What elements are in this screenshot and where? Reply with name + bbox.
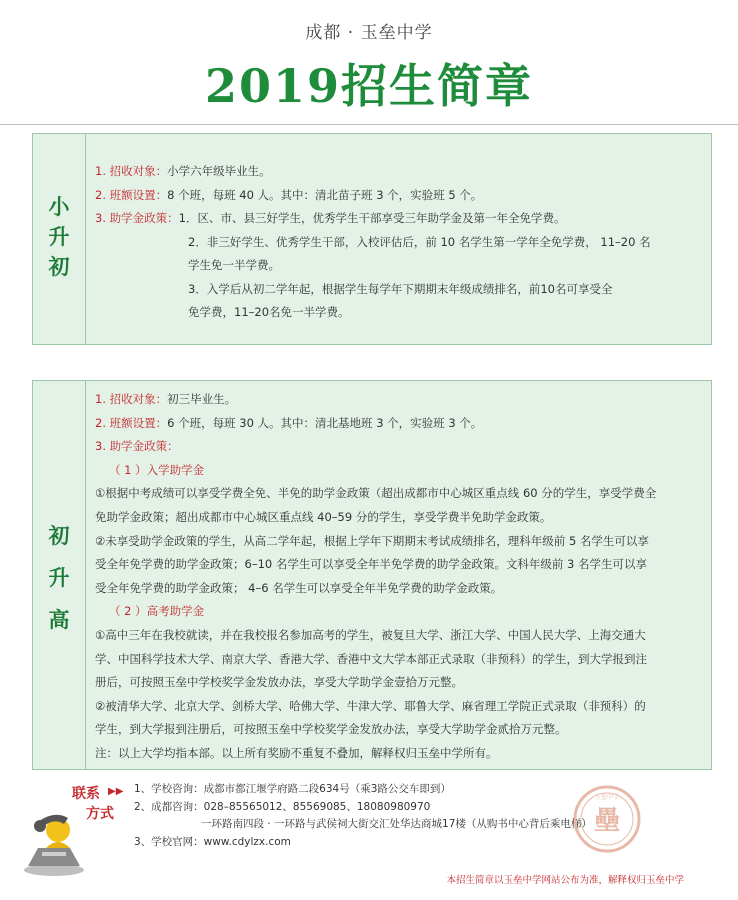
item-label: 2. 班额设置： xyxy=(95,187,168,202)
section-label xyxy=(33,192,85,282)
policy-line: 学、中国科学技术大学、南京大学、香港大学、香港中文大学本部正式录取（非预科）的学生，到大学报到注 xyxy=(95,651,647,666)
junior-to-senior-section xyxy=(32,380,712,770)
contact-item: 1、学校咨询：成都市都江堰学府路二段634号（乘3路公交车即到） xyxy=(134,783,451,795)
header xyxy=(0,0,738,125)
scholarship-policy-row xyxy=(95,435,703,459)
policy-line: 学生免一半学费。 xyxy=(188,258,280,272)
section-label-char: 小 xyxy=(48,195,70,219)
primary-to-junior-section xyxy=(32,133,712,345)
item-label: 1. 招收对象： xyxy=(95,164,168,178)
section-label xyxy=(33,515,85,641)
policy-line: 免学费，11–20名免一半学费。 xyxy=(188,305,350,319)
disclaimer-note: 本招生简章以玉垒中学网站公布为准，解释权归玉垒中学 xyxy=(446,875,684,886)
policy-line: 受全年免学费的助学金政策； 4–6 名学生可以享受全年半免学费的助学金政策。 xyxy=(95,580,503,595)
policy-line: 学生，到大学报到注册后，可按照玉垒中学校奖学金发放办法，享受大学助学金贰拾万元整。 xyxy=(95,722,567,737)
item-label: 2. 班额设置： xyxy=(95,415,168,430)
policy-line: 3．入学后从初二学年起，根据学生每学年下期期末年级成绩排名，前10名可享受全 xyxy=(188,281,613,296)
item-label: 3. 助学金政策： xyxy=(95,439,179,454)
section-label-char: 升 xyxy=(48,225,70,249)
section-content xyxy=(95,388,703,766)
seal-character: 壘 xyxy=(593,806,621,836)
policy-line: 2．非三好学生、优秀学生干部，入校评估后，前 10 名学生第一学年全免学费， 11–20 名 xyxy=(188,234,651,249)
policy-line: ①根据中考成绩可以享受学费全免、半免的助学金政策（超出成都市中心城区重点线 60 分的学生，享受学费全 xyxy=(95,486,657,501)
website-link[interactable]: 3、学校官网：www.cdylzx.com xyxy=(134,835,291,848)
contact-item: 一环路南四段 · 一环路与武侯祠大街交汇处华达商城17楼（从购书中心背后乘电梯） xyxy=(201,818,592,830)
section-label-column xyxy=(33,134,86,344)
policy-line: 免助学金政策；超出成都市中心城区重点线 40–59 分的学生，享受学费半免助学金政策。 xyxy=(95,509,552,524)
scholarship-policy-row xyxy=(95,207,703,231)
title-year: 2019 xyxy=(204,59,342,113)
title-text: 招生简章 xyxy=(341,59,534,113)
enrollment-target-row xyxy=(95,160,703,184)
policy-line: ②被清华大学、北京大学、剑桥大学、哈佛大学、牛津大学、耶鲁大学、麻省理工学院正式录取（非预科）的 xyxy=(95,698,646,713)
item-text: 小学六年级毕业生。 xyxy=(167,164,271,178)
contact-label-line: 方式 xyxy=(86,806,114,822)
item-text: 8 个班，每班 40 人。其中：清北苗子班 3 个，实验班 5 个。 xyxy=(167,187,483,202)
item-text: 初三毕业生。 xyxy=(167,392,237,406)
header-divider xyxy=(0,124,738,125)
section-label-char: 初 xyxy=(48,255,70,279)
gaokao-scholarship-title: （ 2 ）高考助学金 xyxy=(109,604,205,619)
policy-line: 受全年免学费的助学金政策；6–10 名学生可以享受全年半免学费的助学金政策。文科年级前 3 名学生可以享 xyxy=(95,557,647,572)
contact-list xyxy=(134,781,592,851)
item-label: 1. 招收对象： xyxy=(95,392,168,406)
entrance-scholarship-title: （ 1 ）入学助学金 xyxy=(109,462,205,477)
school-name: 成都 · 玉垒中学 xyxy=(305,23,433,43)
policy-note: 注：以上大学均指本部。以上所有奖励不重复不叠加，解释权归玉垒中学所有。 xyxy=(95,745,498,760)
contact-label-line: 联系 xyxy=(72,786,100,802)
section-label-char: 升 xyxy=(48,566,70,590)
seal-text: 玉垒中学 xyxy=(594,794,620,801)
section-label-char: 高 xyxy=(48,608,70,632)
contact-item: 2、成都咨询：028–85565012、85569085、18080980970 xyxy=(134,800,431,813)
section-label-column xyxy=(33,381,86,769)
section-content xyxy=(95,160,703,325)
enrollment-target-row xyxy=(95,388,703,412)
item-label: 3. 助学金政策： xyxy=(95,211,179,225)
page-title xyxy=(0,50,738,116)
policy-line: ②未享受助学金政策的学生，从高二学年起，根据上学年下期期末考试成绩排名，理科年级前 5 名学生可以享 xyxy=(95,533,649,548)
item-text: 6 个班，每班 30 人。其中：清北基地班 3 个，实验班 3 个。 xyxy=(167,415,483,430)
policy-line: 册后，可按照玉垒中学校奖学金发放办法，享受大学助学金壹拾万元整。 xyxy=(95,675,463,690)
section-label-char: 初 xyxy=(48,524,70,548)
item-text: 1．区、市、县三好学生，优秀学生干部享受三年助学金及第一年全免学费。 xyxy=(178,211,566,225)
school-seal-icon xyxy=(572,784,642,854)
policy-line: ①高中三年在我校就读，并在我校报名参加高考的学生，被复旦大学、浙江大学、中国人民大学、上海交通大 xyxy=(95,627,646,642)
class-setup-row xyxy=(95,184,703,208)
double-chevron-right-icon: ▶▶ xyxy=(108,786,124,797)
class-setup-row xyxy=(95,412,703,436)
